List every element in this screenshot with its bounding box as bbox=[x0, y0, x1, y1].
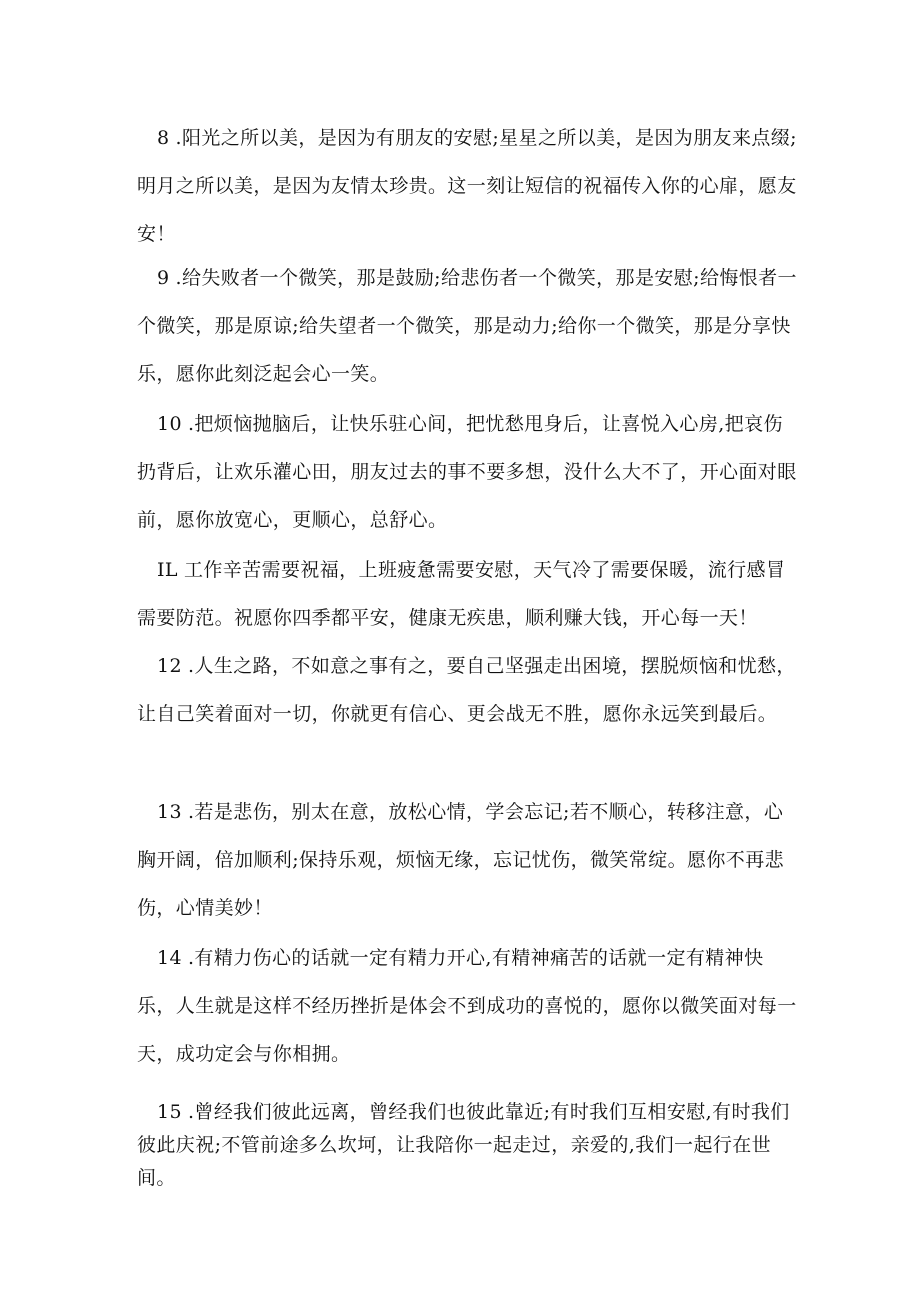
paragraph-11 bbox=[137, 546, 801, 642]
paragraph-text: .有精力伤心的话就一定有精力开心,有精神痛苦的话就一定有精神快乐，人生就是这样不经历挫折是体会不到成功的喜悦的，愿你以微笑面对每一天，成功定会与你相拥。 bbox=[137, 947, 797, 1065]
paragraph-number: 13 bbox=[157, 801, 182, 823]
paragraph-text: .曾经我们彼此远离，曾经我们也彼此靠近;有时我们互相安慰,有时我们彼此庆祝;不管前途多么坎坷，让我陪你一起走过，亲爱的,我们一起行在世间。 bbox=[137, 1101, 790, 1189]
paragraph-9 bbox=[137, 254, 801, 398]
paragraph-8 bbox=[137, 114, 801, 258]
paragraph-number: 10 bbox=[157, 413, 182, 435]
paragraph-text: .若是悲伤，别太在意，放松心情，学会忘记;若不顺心，转移注意，心胸开阔，倍加顺利;保持乐观，烦恼无缘，忘记忧伤，微笑常绽。愿你不再悲伤，心情美妙！ bbox=[137, 801, 785, 919]
paragraph-10 bbox=[137, 400, 801, 544]
paragraph-text: 工作辛苦需要祝福，上班疲惫需要安慰，天气冷了需要保暖，流行感冒需要防范。祝愿你四季都平安，健康无疾患，顺利赚大钱，开心每一天！ bbox=[137, 559, 786, 629]
paragraph-text: .人生之路，不如意之事有之，要自己坚强走出困境，摆脱烦恼和忧愁，让自己笑着面对一切，你就更有信心、更会战无不胜，愿你永远笑到最后。 bbox=[137, 655, 796, 725]
paragraph-12 bbox=[137, 642, 801, 738]
paragraph-number: 12 bbox=[157, 655, 182, 677]
paragraph-number: 15 bbox=[157, 1101, 182, 1123]
paragraph-text: .把烦恼抛脑后，让快乐驻心间，把忧愁甩身后，让喜悦入心房,把哀伤扔背后，让欢乐灌心田，朋友过去的事不要多想，没什么大不了，开心面对眼前，愿你放宽心，更顺心，总舒心。 bbox=[137, 413, 797, 531]
paragraph-number: IL bbox=[157, 559, 178, 581]
paragraph-text: .给失败者一个微笑，那是鼓励;给悲伤者一个微笑，那是安慰;给悔恨者一个微笑，那是原谅;给失望者一个微笑，那是动力;给你一个微笑，那是分享快乐，愿你此刻泛起会心一笑。 bbox=[137, 267, 797, 385]
paragraph-number: 8 bbox=[157, 127, 170, 149]
paragraph-13 bbox=[137, 788, 801, 932]
paragraph-number: 14 bbox=[157, 947, 182, 969]
paragraph-15 bbox=[137, 1096, 801, 1195]
paragraph-14 bbox=[137, 934, 801, 1078]
paragraph-text: .阳光之所以美，是因为有朋友的安慰;星星之所以美，是因为朋友来点缀;明月之所以美，是因为友情太珍贵。这一刻让短信的祝福传入你的心扉，愿友安！ bbox=[137, 127, 797, 245]
paragraph-number: 9 bbox=[157, 267, 170, 289]
